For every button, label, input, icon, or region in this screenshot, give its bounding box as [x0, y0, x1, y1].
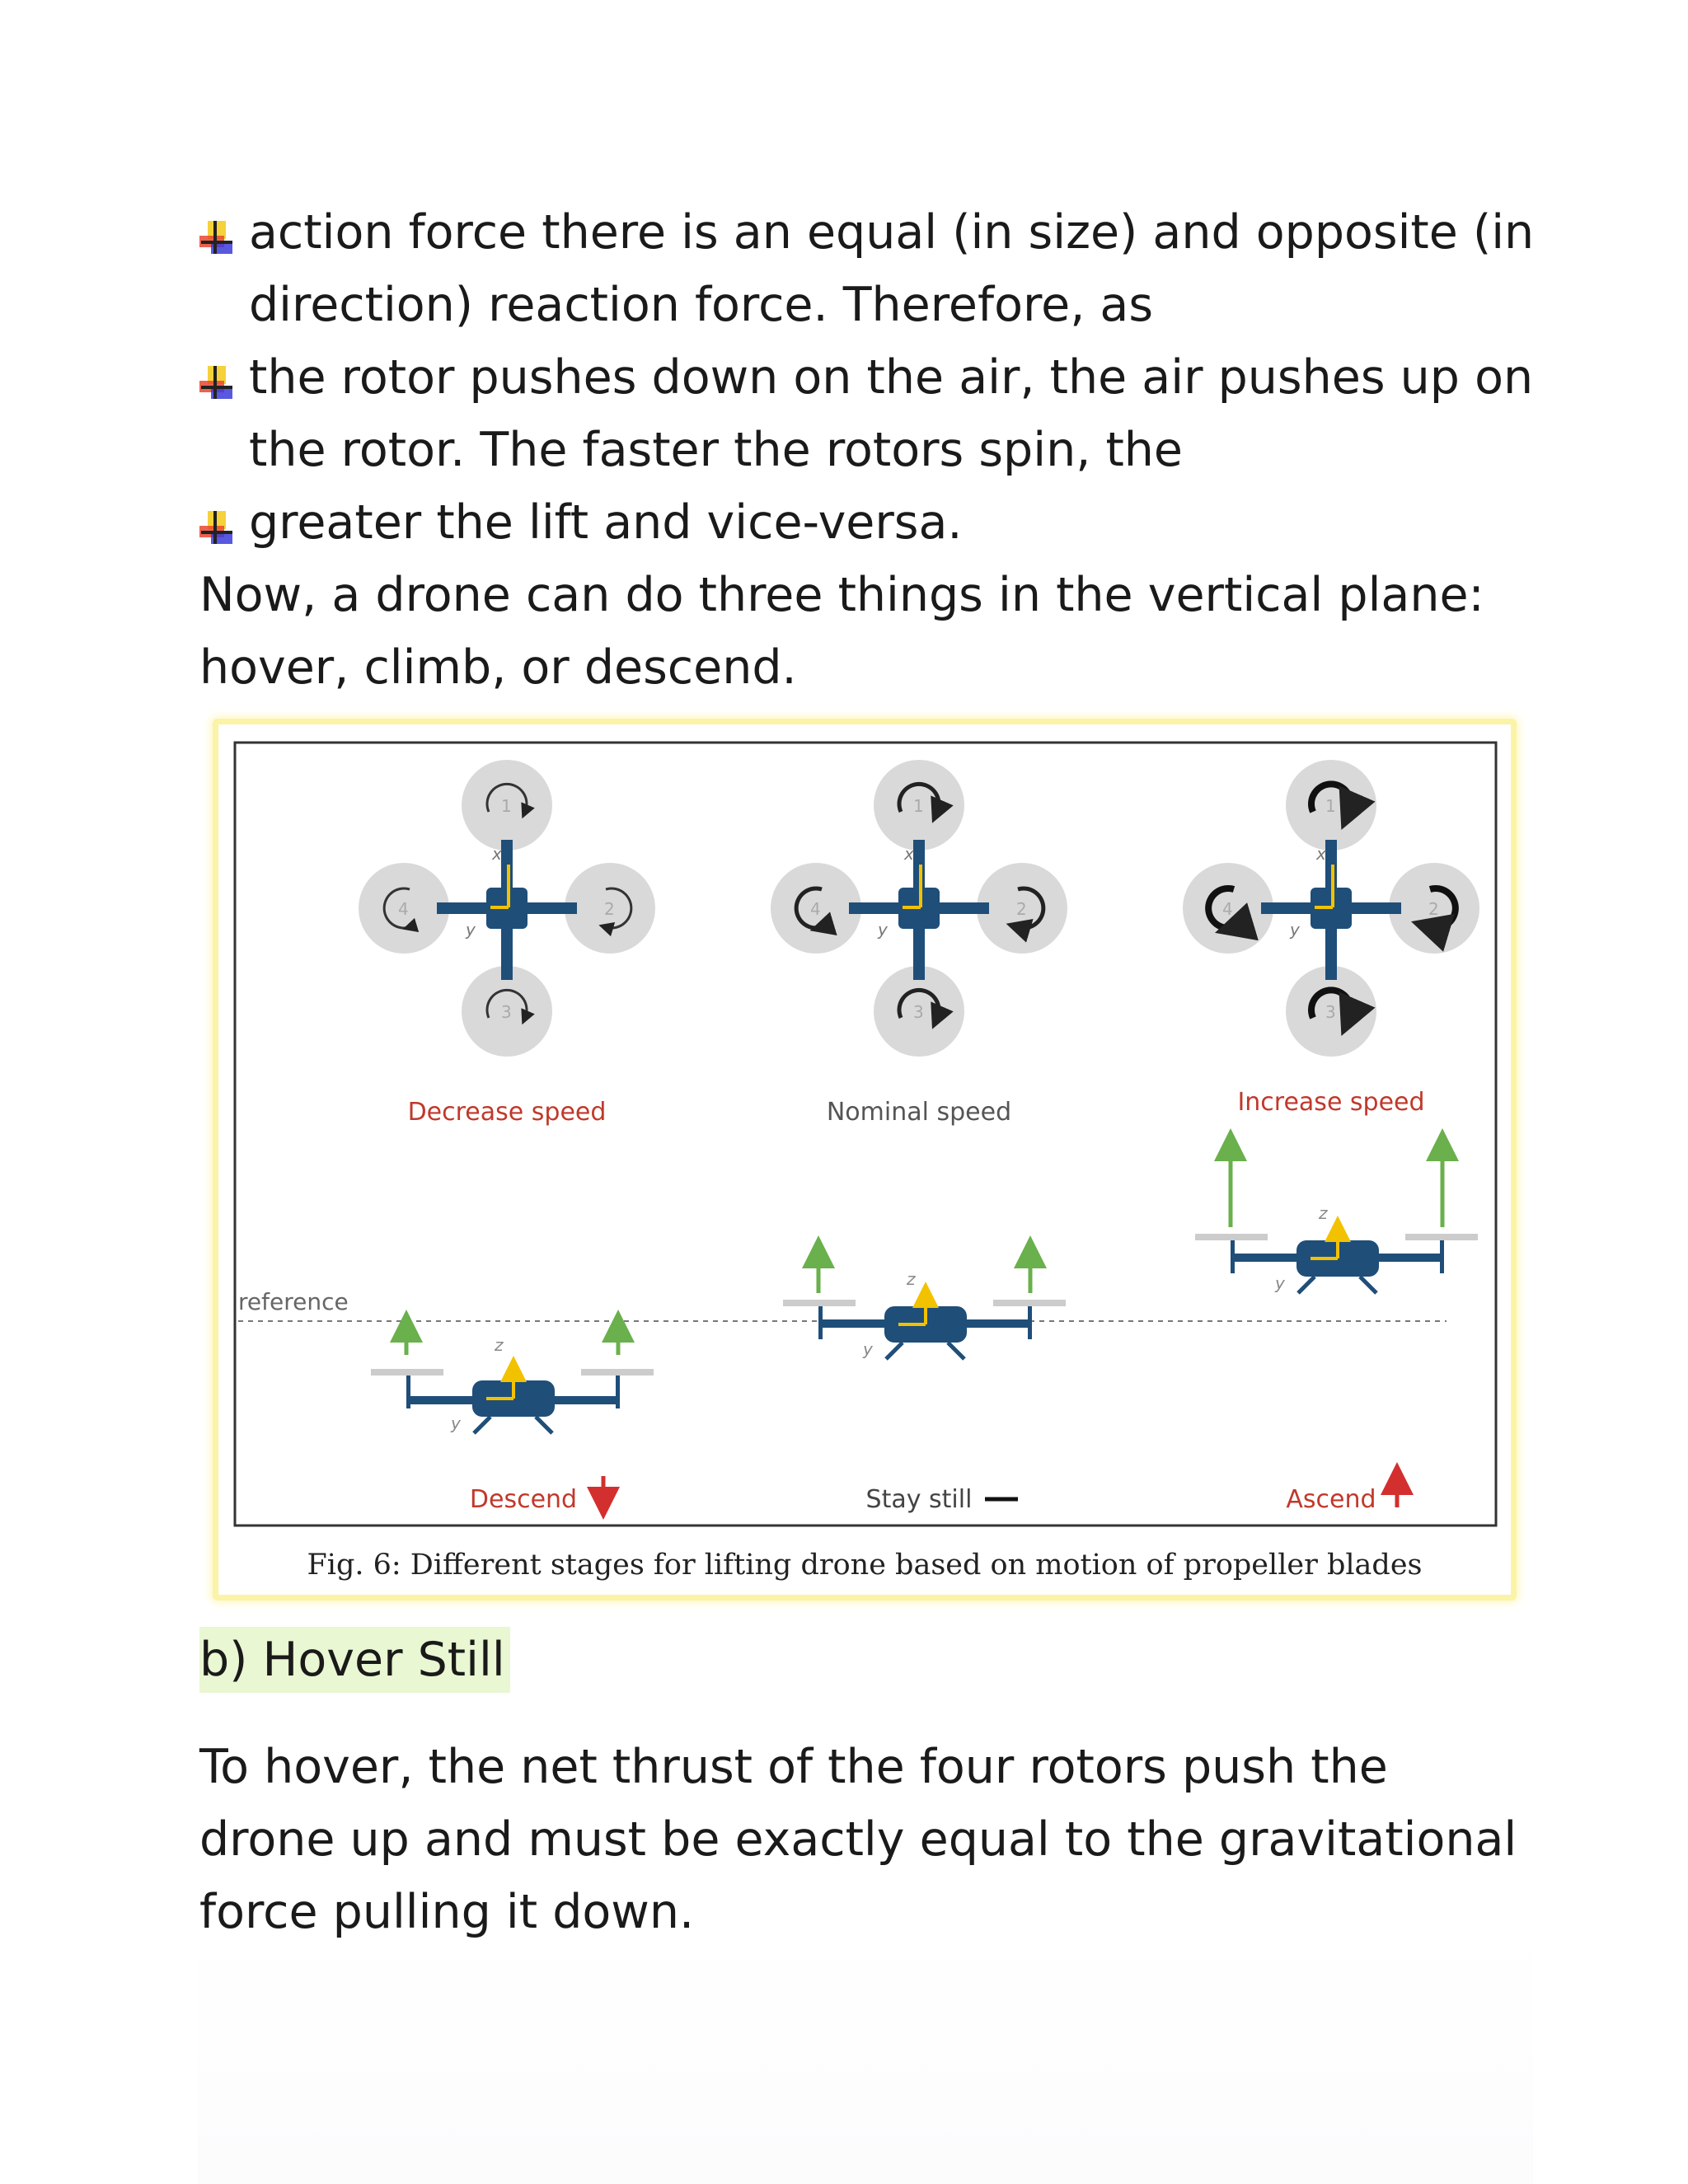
page-bottom-shade	[198, 1920, 1533, 2184]
intro-text	[199, 196, 1551, 704]
increase-speed-label: Increase speed	[1237, 1088, 1425, 1117]
figure-inner-border	[235, 743, 1496, 1526]
bullet-icon	[199, 511, 246, 547]
bullet-icon	[199, 221, 246, 257]
bullet-line	[199, 486, 1551, 559]
section-heading: b) Hover Still	[199, 1627, 510, 1693]
svg-text:3: 3	[1325, 1002, 1336, 1022]
svg-text:3: 3	[913, 1002, 924, 1022]
svg-text:4: 4	[810, 899, 821, 919]
svg-text:y: y	[451, 1413, 461, 1433]
svg-text:z: z	[1319, 1203, 1328, 1223]
quadrotor-top-view-increase	[1183, 760, 1479, 1057]
svg-text:2: 2	[1428, 899, 1439, 919]
svg-text:4: 4	[1222, 899, 1233, 919]
hover-line: force pulling it down.	[199, 1885, 695, 1939]
svg-text:y: y	[466, 920, 476, 940]
nominal-speed-label: Nominal speed	[826, 1098, 1012, 1127]
intro-line: the rotor pushes down on the air, the air pushes up on	[249, 350, 1534, 405]
figure	[213, 719, 1517, 1601]
reference-label: reference	[238, 1288, 349, 1315]
svg-text:3: 3	[501, 1002, 512, 1022]
svg-text:2: 2	[604, 899, 615, 919]
hover-line: drone up and must be exactly equal to the gravitational	[199, 1812, 1517, 1867]
svg-text:x: x	[1316, 844, 1326, 864]
svg-text:4: 4	[398, 899, 409, 919]
svg-text:2: 2	[1016, 899, 1027, 919]
intro-line: direction) reaction force. Therefore, as	[249, 278, 1154, 332]
stay-still-label: Stay still	[865, 1485, 973, 1514]
svg-text:x: x	[904, 844, 914, 864]
svg-text:y: y	[1275, 1273, 1285, 1293]
figure-diagram	[218, 724, 1511, 1549]
decrease-speed-label: Decrease speed	[407, 1098, 607, 1127]
svg-text:y: y	[863, 1339, 873, 1359]
figure-caption: Fig. 6: Different stages for lifting drone based on motion of propeller blades	[307, 1549, 1423, 1582]
drone-side-view-ascend	[1195, 1145, 1478, 1293]
drone-side-view-descend	[371, 1326, 654, 1433]
hover-line: To hover, the net thrust of the four rotors push the	[199, 1740, 1388, 1794]
svg-text:y: y	[1290, 920, 1300, 940]
intro-line: hover, climb, or descend.	[199, 640, 797, 695]
svg-text:1: 1	[913, 796, 924, 816]
svg-text:y: y	[878, 920, 888, 940]
intro-line: greater the lift and vice-versa.	[249, 495, 963, 550]
drone-side-view-stay-still	[783, 1252, 1066, 1359]
ascend-label: Ascend	[1286, 1485, 1376, 1514]
intro-line: the rotor. The faster the rotors spin, the	[249, 423, 1183, 477]
intro-line: Now, a drone can do three things in the vertical plane:	[199, 568, 1484, 622]
svg-text:z: z	[907, 1269, 916, 1289]
bullet-line	[199, 341, 1551, 414]
bullet-icon	[199, 366, 246, 402]
svg-text:z: z	[495, 1335, 504, 1355]
svg-text:x: x	[492, 844, 502, 864]
bullet-line	[199, 196, 1551, 269]
svg-text:1: 1	[1325, 796, 1336, 816]
intro-line: action force there is an equal (in size) and opposite (in	[249, 205, 1535, 260]
hover-paragraph	[199, 1731, 1551, 1948]
quadrotor-top-view-nominal	[771, 760, 1067, 1057]
svg-text:1: 1	[501, 796, 512, 816]
quadrotor-top-view-decrease	[359, 760, 655, 1057]
descend-label: Descend	[469, 1485, 578, 1514]
